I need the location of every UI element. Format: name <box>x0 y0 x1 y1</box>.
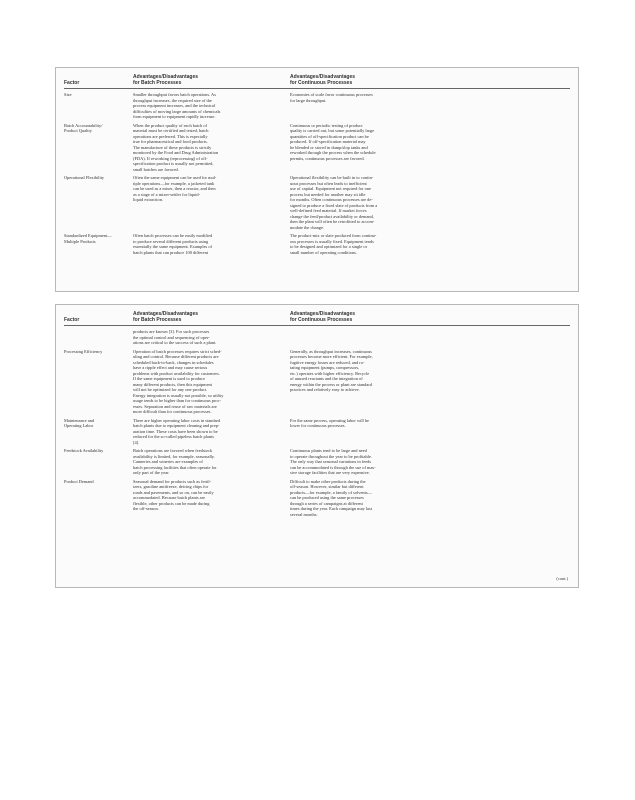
factor-cell: Maintenance and Operating Labor <box>64 417 95 428</box>
factor-cell: Feedstock Availability <box>64 448 104 453</box>
batch-cell: products are known [3]. For such processes the optimal control and sequencing of oper- ations are critical to the success of such a plant. <box>133 329 217 345</box>
table-row <box>64 479 570 518</box>
table-row <box>64 349 570 415</box>
header-factor: Factor <box>64 80 80 86</box>
header-batch: Advantages/Disadvantages for Batch Processes <box>133 74 199 86</box>
table-row <box>64 329 570 346</box>
continuous-cell: Economies of scale favor continuous processes for large throughput. <box>290 92 373 103</box>
table-row <box>64 123 570 173</box>
batch-cell: Smaller throughput favors batch operations. As throughput increases, the required size of the process equipment increases, and the technical difficulties of moving large amounts of chemicals from equipment to equipment rapidly increase. <box>133 92 221 119</box>
factor-cell: Batch Accountability/ Product Quality <box>64 122 103 133</box>
continuous-cell: Generally, as throughput increases, continuous processes become more efficient. For example, fugitive energy losses are reduced, and ro- tating equipment (pumps, compressors, etc.) operates with higher efficiency. Recycle of unused reactants and the integration of energy within the process or plant are standard practices and relatively easy to achieve. <box>290 348 373 392</box>
header-factor: Factor <box>64 317 80 323</box>
table-row <box>64 92 570 120</box>
batch-cell: There are higher operating labor costs in standard batch plants due to equipment cleaning and prep- aration time. These costs have been shown to be reduced for the so-called pipeless batch plants [4]. <box>133 417 221 445</box>
batch-cell: When the product quality of each batch of material must be certified and tested, batch operations are preferred. This is especially true for pharmaceutical and food products. The manufacture of these products is strictly monitored by the Food and Drug Administration (FDA). If reworking (reprocessing) of off- specification product is usually not permitted, small batches are favored. <box>133 122 219 172</box>
table-row <box>64 233 570 255</box>
header-batch: Advantages/Disadvantages for Batch Processes <box>133 311 199 323</box>
table-header <box>64 74 570 89</box>
continuous-cell: Difficult to make other products during the off-season. However, similar but different products—for example, a family of solvents— can be produced using the same processes through a series of campaigns at different times during the year. Each campaign may last several months. <box>290 478 372 517</box>
continuous-cell: The product-mix or slate produced from continu- ous processes is usually fixed. Equipment tends to be designed and optimized for a single or small number of operating conditions. <box>290 233 377 255</box>
table-panel-2 <box>55 304 579 588</box>
continuous-cell: Continuous or periodic testing of product quality is carried out, but some potentially large quantities of off-specification product can be produced. If off-specification material may be blended or stored in dump/slop tanks and reworked through the process when the schedule permits, continuous processes are favored. <box>290 122 376 161</box>
table-header <box>64 311 570 326</box>
factor-cell: Standardized Equipment— Multiple Products <box>64 233 112 244</box>
table-row <box>64 448 570 476</box>
continuous-cell: Continuous plants tend to be large and need to operate throughout the year to be profitable. The only way that seasonal variations in feeds can be accommodated is through the use of mas- sive storage facilities that are very expensive. <box>290 448 376 475</box>
table-row <box>64 175 570 230</box>
factor-cell: Size <box>64 92 72 97</box>
continuous-cell: Operational flexibility can be built in to contin- uous processes but often leads to inefficient use of capital. Equipment not required for one process but needed for another may sit idle for months. Often continuous processes are de- signed to produce a fixed slate of products from a well-defined feed material. If market forces change the feed/product availability or demand, then the plant will often be retrofitted to accom- modate the change. <box>290 175 378 230</box>
continuous-cell: For the same process, operating labor will be lower for continuous processes. <box>290 417 370 428</box>
continuous-cell <box>290 329 570 346</box>
batch-cell: Often the same equipment can be used for mul- tiple operations—for example, a jacketed tank can be used as a mixer, then a reactor, and then as a stage of a mixer-settler for liquid- liquid extraction. <box>133 175 217 202</box>
table-panel-1 <box>55 67 579 292</box>
factor-cell: Processing Efficiency <box>64 348 103 354</box>
batch-cell: Operation of batch processes requires strict sched- uling and control. Because different products are scheduled back-to-back, changes in schedules have a ripple effect and may cause serious problems with product availability for customers. If the same equipment is used to produce many different products, then this equipment will not be optimized for any one product. Energy integration is usually not possible, so utility usage tends to be higher than for continuous proc- esses. Separation and reuse of raw materials are more difficult than for continuous processes. <box>133 348 224 414</box>
batch-cell: Seasonal demand for products such as fertil- izers, gasoline antifreeze, deicing chips for roads and pavements, and so on, can be easily accommodated. Because batch plants are flexible, other products can be made during the off-season. <box>133 478 214 511</box>
factor-cell <box>64 329 128 346</box>
batch-cell: Often batch processes can be easily modified to produce several different products using essentially the same equipment. Examples of batch plants that can produce 100 different <box>133 233 213 255</box>
factor-cell: Operational Flexibility <box>64 175 105 180</box>
factor-cell: Product Demand <box>64 478 94 484</box>
header-continuous: Advantages/Disadvantages for Continuous Processes <box>290 74 356 86</box>
continued-label: (cont.) <box>556 576 568 581</box>
batch-cell: Batch operations are favored when feedstock availability is limited, for example, seasonally. Canneries and wineries are examples of batch processing facilities that often operate for only part of the year. <box>133 448 217 475</box>
header-continuous: Advantages/Disadvantages for Continuous Processes <box>290 311 356 323</box>
table-row <box>64 418 570 446</box>
